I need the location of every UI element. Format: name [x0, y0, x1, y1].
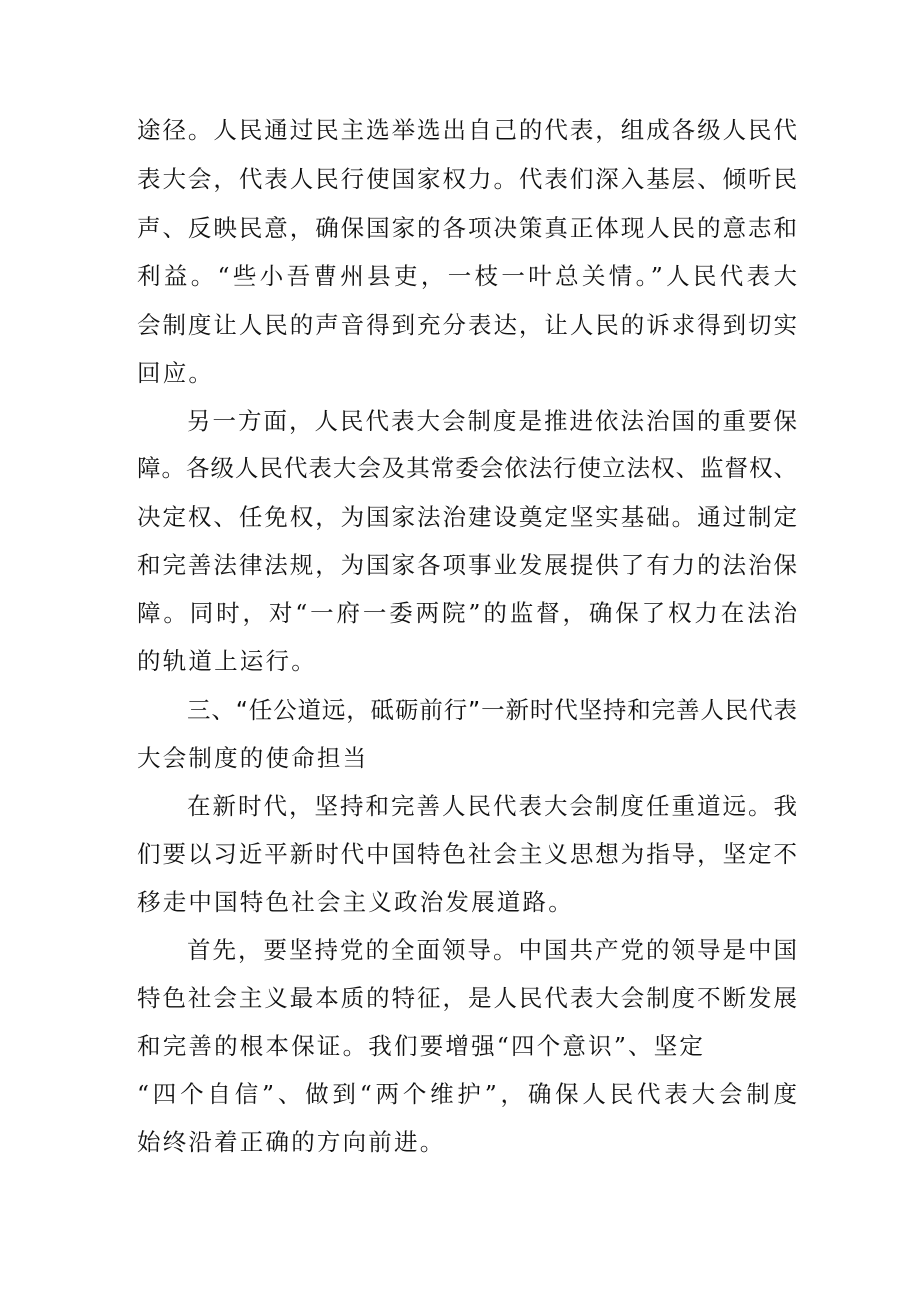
- paragraph-4-line-4: “四个自信”、做到“两个维护”，确保人民代表大会制度: [137, 1080, 797, 1108]
- paragraph-4-line-1: 首先，要坚持党的全面领导。中国共产党的领导是中国: [187, 936, 797, 964]
- paragraph-2-line-5: 障。同时，对“一府一委两院”的监督，确保了权力在法治: [137, 599, 797, 627]
- paragraph-1-line-4: 利益。“些小吾曹州县吏，一枝一叶总关情。”人民代表大: [137, 262, 797, 290]
- paragraph-2-line-1: 另一方面，人民代表大会制度是推进依法治国的重要保: [187, 407, 797, 435]
- paragraph-1-line-1: 途径。人民通过民主选举选出自己的代表，组成各级人民代: [137, 116, 797, 144]
- section-heading-line-1: 三、“任公道远，砥砺前行”一新时代坚持和完善人民代表: [187, 696, 797, 724]
- paragraph-2-line-2: 障。各级人民代表大会及其常委会依法行使立法权、监督权、: [137, 454, 797, 482]
- section-heading-line-2: 大会制度的使命担当: [137, 744, 369, 772]
- paragraph-4-line-5: 始终沿着正确的方向前进。: [137, 1128, 446, 1156]
- paragraph-2-line-4: 和完善法律法规，为国家各项事业发展提供了有力的法治保: [137, 551, 797, 579]
- paragraph-3-line-1: 在新时代，坚持和完善人民代表大会制度任重道远。我: [187, 792, 797, 820]
- paragraph-2-line-3: 决定权、任免权，为国家法治建设奠定坚实基础。通过制定: [137, 503, 797, 531]
- paragraph-4-line-3: 和完善的根本保证。我们要增强“四个意识”、坚定: [137, 1032, 706, 1060]
- paragraph-4-line-2: 特色社会主义最本质的特征，是人民代表大会制度不断发展: [137, 984, 797, 1012]
- paragraph-3-line-2: 们要以习近平新时代中国特色社会主义思想为指导，坚定不: [137, 840, 797, 868]
- paragraph-2-line-6: 的轨道上运行。: [137, 647, 317, 675]
- paragraph-1-line-5: 会制度让人民的声音得到充分表达，让人民的诉求得到切实: [137, 311, 797, 339]
- paragraph-1-line-6: 回应。: [137, 359, 215, 387]
- paragraph-1-line-2: 表大会，代表人民行使国家权力。代表们深入基层、倾听民: [137, 165, 797, 193]
- paragraph-1-line-3: 声、反映民意，确保国家的各项决策真正体现人民的意志和: [137, 214, 797, 242]
- paragraph-3-line-3: 移走中国特色社会主义政治发展道路。: [137, 888, 574, 916]
